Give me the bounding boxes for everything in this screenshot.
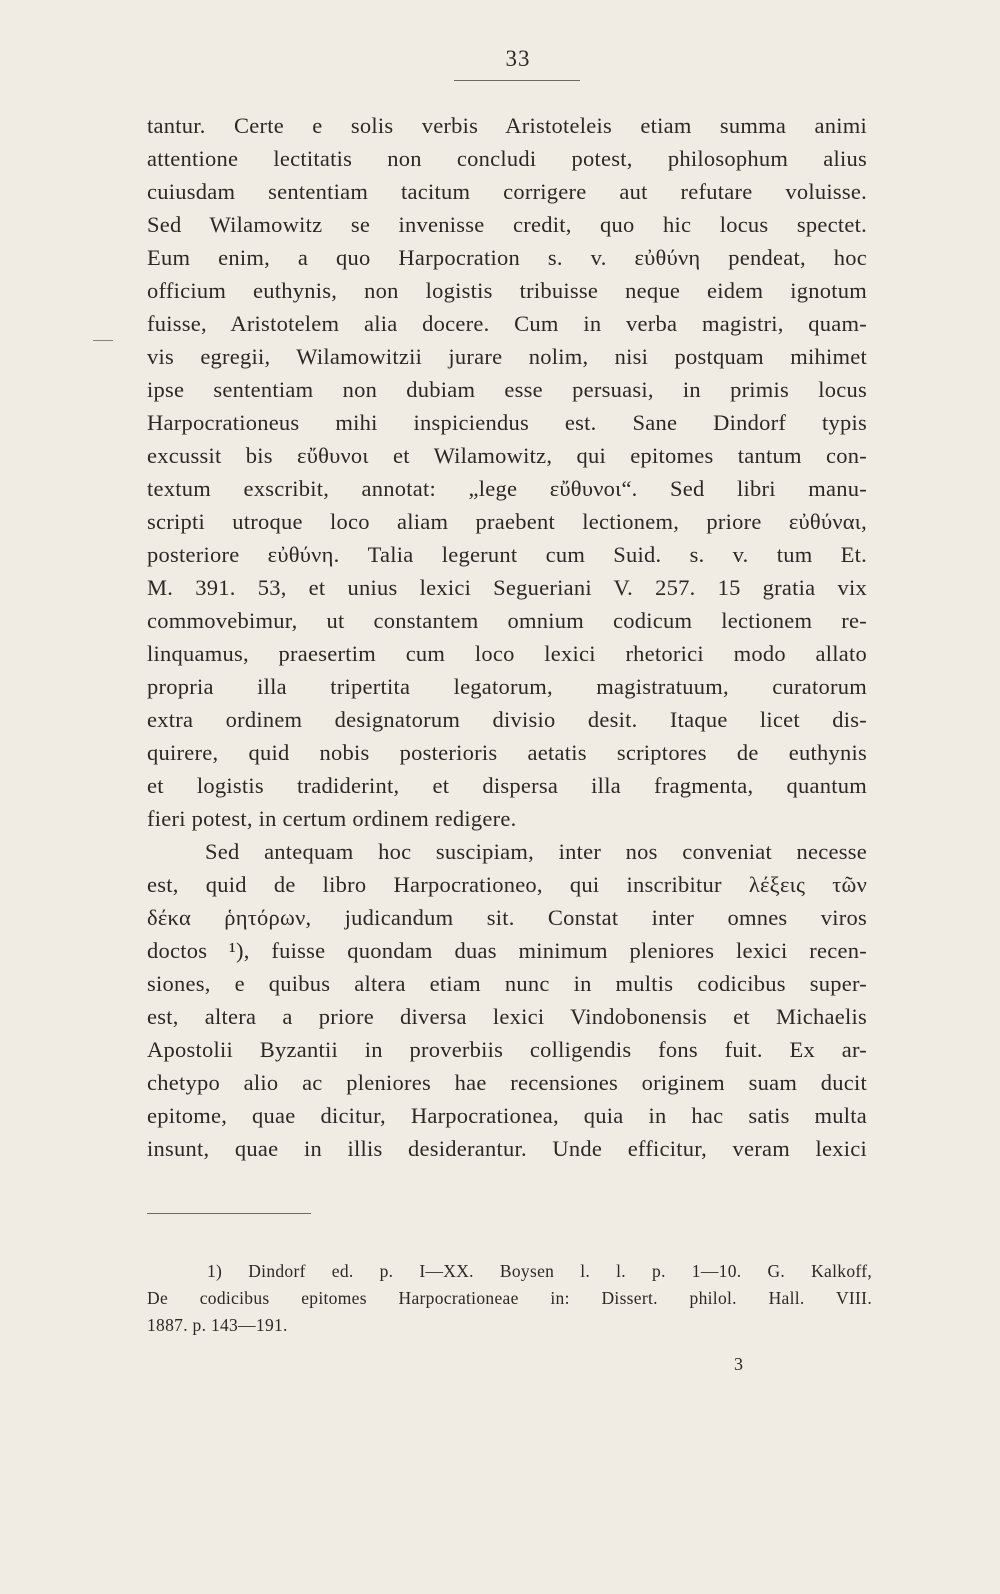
footnote-line: 1) Dindorf ed. p. I—XX. Boysen l. l. p. 1—10. G. Kalkoff, xyxy=(207,1261,872,1281)
page-number: 33 xyxy=(505,46,531,71)
body-line: scripti utroque loco aliam praebent lectionem, priore εὐθύναι, xyxy=(147,509,867,534)
header-rule xyxy=(454,80,580,81)
body-line: officium euthynis, non logistis tribuisse neque eidem ignotum xyxy=(147,278,867,303)
body-line: attentione lectitatis non concludi potest, philosophum alius xyxy=(147,146,867,171)
body-line: est, altera a priore diversa lexici Vindobonensis et Michaelis xyxy=(147,1004,867,1029)
body-line: fuisse, Aristotelem alia docere. Cum in verba magistri, quam- xyxy=(147,311,867,336)
body-line: Sed Wilamowitz se invenisse credit, quo hic locus spectet. xyxy=(147,212,867,237)
body-line-paragraph-end: fieri potest, in certum ordinem redigere. xyxy=(147,806,517,831)
footnote-rule xyxy=(147,1213,311,1214)
body-line: δέκα ῥητόρων, judicandum sit. Constat inter omnes viros xyxy=(147,905,867,930)
body-line: est, quid de libro Harpocrationeo, qui inscribitur λέξεις τῶν xyxy=(147,872,867,897)
body-line-paragraph-start: Sed antequam hoc suscipiam, inter nos conveniat necesse xyxy=(205,839,867,864)
body-line: extra ordinem designatorum divisio desit. Itaque licet dis- xyxy=(147,707,867,732)
body-line: epitome, quae dicitur, Harpocrationea, quia in hac satis multa xyxy=(147,1103,867,1128)
body-line: Harpocrationeus mihi inspiciendus est. Sane Dindorf typis xyxy=(147,410,867,435)
body-line: propria illa tripertita legatorum, magistratuum, curatorum xyxy=(147,674,867,699)
body-line: insunt, quae in illis desiderantur. Unde efficitur, veram lexici xyxy=(147,1136,867,1161)
body-line: M. 391. 53, et unius lexici Segueriani V. 257. 15 gratia vix xyxy=(147,575,867,600)
footnotes xyxy=(147,1258,872,1339)
margin-mark xyxy=(93,340,113,341)
footnote-line: De codicibus epitomes Harpocrationeae in: Dissert. philol. Hall. VIII. xyxy=(147,1288,872,1308)
body-line: textum exscribit, annotat: „lege εὔθυνοι“. Sed libri manu- xyxy=(147,476,867,501)
body-line: linquamus, praesertim cum loco lexici rhetorici modo allato xyxy=(147,641,867,666)
body-line: commovebimur, ut constantem omnium codicum lectionem re- xyxy=(147,608,867,633)
body-line: chetypo alio ac pleniores hae recensiones originem suam ducit xyxy=(147,1070,867,1095)
body-line: Apostolii Byzantii in proverbiis colligendis fons fuit. Ex ar- xyxy=(147,1037,867,1062)
body-line: tantur. Certe e solis verbis Aristoteleis etiam summa animi xyxy=(147,113,867,138)
body-text xyxy=(147,109,867,1165)
signature-mark: 3 xyxy=(734,1354,743,1374)
body-line: vis egregii, Wilamowitzii jurare nolim, nisi postquam mihimet xyxy=(147,344,867,369)
body-line: quirere, quid nobis posterioris aetatis scriptores de euthynis xyxy=(147,740,867,765)
body-line: cuiusdam sententiam tacitum corrigere aut refutare voluisse. xyxy=(147,179,867,204)
body-line: excussit bis εὔθυνοι et Wilamowitz, qui epitomes tantum con- xyxy=(147,443,867,468)
body-line: posteriore εὐθύνη. Talia legerunt cum Suid. s. v. tum Et. xyxy=(147,542,867,567)
body-line: et logistis tradiderint, et dispersa illa fragmenta, quantum xyxy=(147,773,867,798)
body-line: ipse sententiam non dubiam esse persuasi, in primis locus xyxy=(147,377,867,402)
footnote-line: 1887. p. 143—191. xyxy=(147,1315,288,1335)
body-line: siones, e quibus altera etiam nunc in multis codicibus super- xyxy=(147,971,867,996)
body-line: doctos ¹), fuisse quondam duas minimum pleniores lexici recen- xyxy=(147,938,867,963)
body-line: Eum enim, a quo Harpocration s. v. εὐθύνη pendeat, hoc xyxy=(147,245,867,270)
